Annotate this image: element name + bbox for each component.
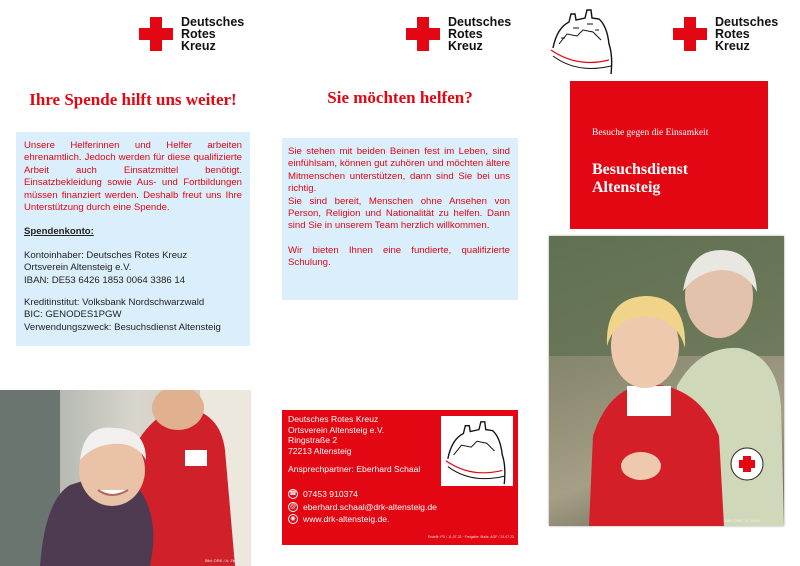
contact-email[interactable]: eberhard.schaal@drk-altensteig.de — [303, 501, 437, 512]
logo-text: Deutsches Rotes Kreuz — [715, 15, 779, 53]
web-icon: ◉ — [288, 514, 298, 524]
castle-stamp-icon — [547, 4, 619, 76]
contact-phone[interactable]: 07453 910374 — [303, 488, 358, 499]
contact-street: Ringstraße 2 — [288, 435, 338, 446]
cover-title-line2: Altensteig — [592, 179, 661, 196]
castle-stamp-small — [441, 416, 513, 486]
donation-text: Unsere Helferinnen und Helfer arbeiten ehrenamtlich. Jedoch werden für diese qualifizierte Arbeit auch Einsatzmittel benötigt. Einsatzbekleidung sowie Aus- und Fortbildungen müssen finanziert werden. Deshalb freut uns Ihre Unterstützung durch eine Spende. — [24, 140, 242, 214]
left-heading: Ihre Spende hilft uns weiter! — [29, 90, 237, 109]
help-para-2: Sie sind bereit, Menschen ohne Ansehen von Person, Religion und Nationalität zu helfen. Dann sind Sie in unserem Team herzlich willkommen. — [288, 195, 510, 232]
castle-icon — [441, 416, 513, 486]
contact-web[interactable]: www.drk-altensteig.de. — [303, 514, 390, 525]
email-icon: @ — [288, 502, 298, 512]
cover-title — [592, 161, 688, 197]
help-para-1: Sie stehen mit beiden Beinen fest im Leben, sind einfühlsam, können gut zuhören und möchten ältere Mitmenschen unterstützen, dann sind Sie bei uns richtig. — [288, 146, 510, 195]
account-club: Ortsverein Altensteig e.V. — [24, 262, 132, 274]
phone-icon: ☎ — [288, 489, 298, 499]
cover-subtitle: Besuche gegen die Einsamkeit — [592, 128, 709, 138]
logo-text: Deutsches Rotes Kreuz — [181, 15, 245, 53]
red-cross-icon — [139, 17, 173, 51]
photo-credit: Bild: DRK / A. Zelck — [725, 518, 760, 523]
cover-red-block — [570, 81, 768, 229]
photo-volunteer-with-senior — [0, 390, 251, 566]
photo-credit: Bild: DRK / A. Zelck — [205, 558, 240, 563]
logo-text: Deutsches Rotes Kreuz — [448, 15, 512, 53]
imprint-text: Erstellt: PD / 11.07.23 · Freigabe: Mails: AGF / 24.07.23 — [427, 535, 514, 540]
drk-logo-right — [673, 16, 778, 52]
contact-web-row — [288, 514, 512, 525]
donation-info-box — [16, 132, 250, 346]
help-para-3: Wir bieten Ihnen eine fundierte, qualifizierte Schulung. — [288, 244, 510, 269]
account-holder: Kontoinhaber: Deutsches Rotes Kreuz — [24, 249, 188, 261]
contact-club: Ortsverein Altensteig e.V. — [288, 424, 385, 435]
cover-title-line1: Besuchsdienst — [592, 161, 689, 178]
account-bic: BIC: GENODES1PGW — [24, 309, 122, 321]
account-heading: Spendenkonto: — [24, 226, 94, 238]
photo-cover-two-women — [549, 236, 784, 526]
middle-heading: Sie möchten helfen? — [327, 88, 473, 107]
contact-city: 72213 Altensteig — [288, 445, 352, 456]
contact-person: Ansprechpartner: Eberhard Schaal — [288, 464, 421, 475]
red-cross-icon — [406, 17, 440, 51]
contact-box — [282, 410, 518, 545]
photo-illustration — [0, 390, 251, 566]
account-bank: Kreditinstitut: Volksbank Nordschwarzwald — [24, 297, 205, 309]
drk-logo-middle — [406, 16, 511, 52]
contact-phone-row — [288, 489, 512, 500]
cover-photo-illustration — [549, 236, 784, 526]
account-purpose: Verwendungszweck: Besuchsdienst Altensteig — [24, 321, 221, 333]
account-iban: IBAN: DE53 6426 1853 0064 3386 14 — [24, 274, 186, 286]
contact-org: Deutsches Rotes Kreuz — [288, 414, 379, 424]
red-cross-icon — [673, 17, 707, 51]
help-info-box — [282, 138, 518, 300]
drk-logo-left — [139, 16, 244, 52]
contact-email-row — [288, 502, 512, 513]
